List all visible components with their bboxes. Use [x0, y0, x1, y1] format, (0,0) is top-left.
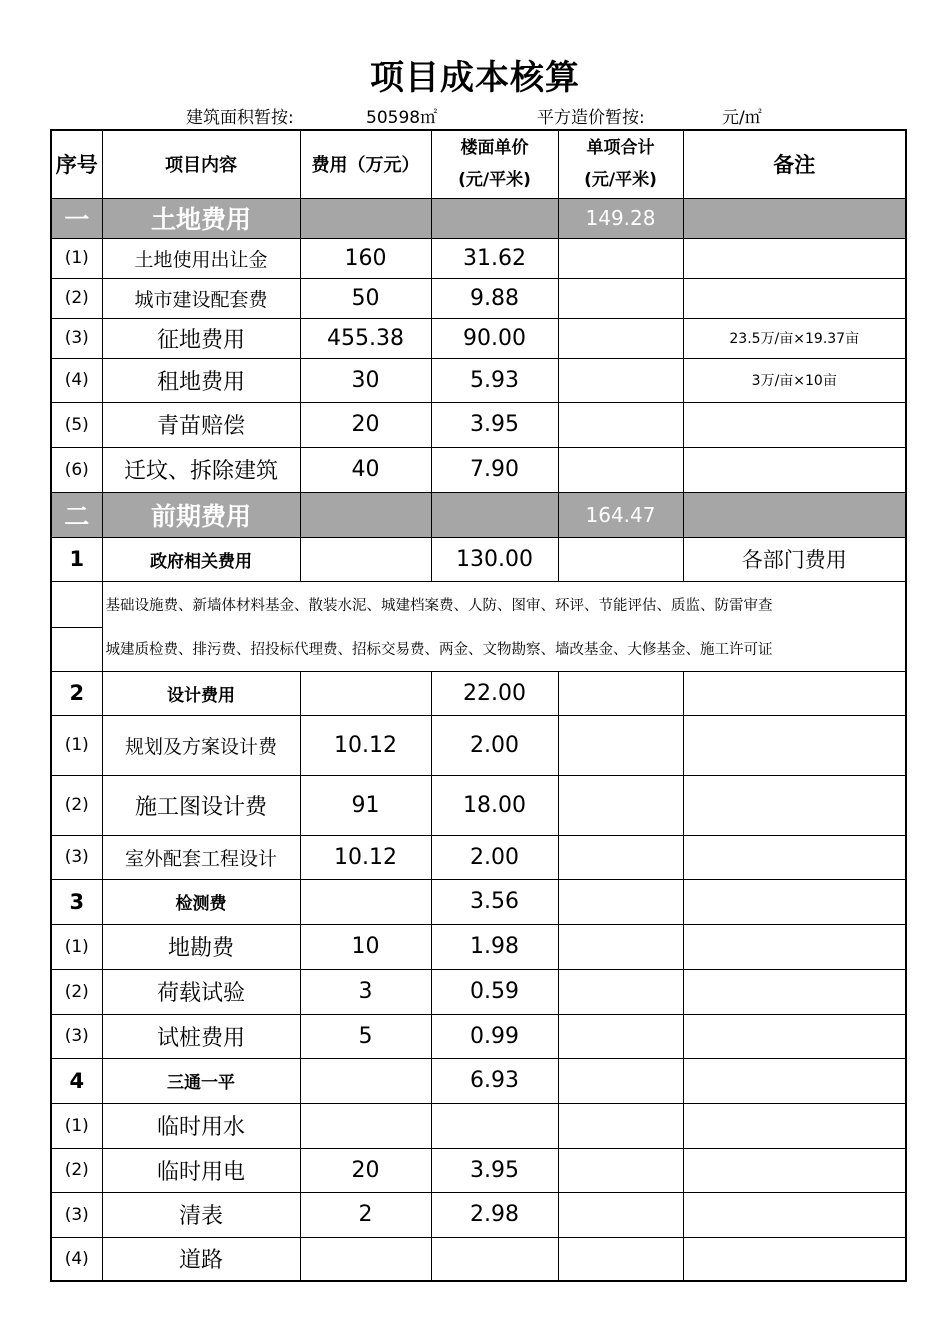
group-name: 设计费用 — [102, 671, 300, 715]
row-name: 土地使用出让金 — [102, 238, 300, 278]
cost-table — [50, 129, 907, 1282]
row-unit-price: 9.88 — [431, 278, 558, 318]
group-number: 2 — [51, 671, 102, 715]
note-row — [51, 627, 906, 671]
row-cost: 40 — [300, 447, 431, 492]
row-index: (3) — [51, 318, 102, 358]
note-text: 基础设施费、新墙体材料基金、散装水泥、城建档案费、人防、图审、环评、节能评估、质监、防雷审查 — [102, 581, 906, 627]
price-label: 平方造价暂按: — [537, 108, 645, 128]
table-header — [51, 130, 906, 198]
section-number: 一 — [51, 198, 102, 238]
table-row — [51, 835, 906, 879]
header-unit-price — [431, 130, 558, 198]
row-name: 规划及方案设计费 — [102, 715, 300, 775]
note-text: 城建质检费、排污费、招投标代理费、招标交易费、两金、文物勘察、墙改基金、大修基金、施工许可证 — [102, 627, 906, 671]
row-cost: 10 — [300, 924, 431, 969]
group-row — [51, 537, 906, 581]
table-row — [51, 1148, 906, 1192]
row-name: 征地费用 — [102, 318, 300, 358]
row-name: 地勘费 — [102, 924, 300, 969]
row-index: (1) — [51, 1103, 102, 1148]
section-name: 前期费用 — [102, 492, 300, 537]
row-unit-price: 3.95 — [431, 402, 558, 447]
table-row — [51, 715, 906, 775]
section-row — [51, 492, 906, 537]
row-index: (4) — [51, 1237, 102, 1281]
row-index: (2) — [51, 775, 102, 835]
table-row — [51, 924, 906, 969]
row-cost: 50 — [300, 278, 431, 318]
row-unit-price: 2.98 — [431, 1192, 558, 1237]
row-name: 迁坟、拆除建筑 — [102, 447, 300, 492]
row-index: (3) — [51, 835, 102, 879]
row-index: (1) — [51, 238, 102, 278]
row-index: (2) — [51, 1148, 102, 1192]
table-row — [51, 1237, 906, 1281]
row-unit-price: 0.99 — [431, 1014, 558, 1058]
row-cost: 20 — [300, 1148, 431, 1192]
price-unit: 元/㎡ — [722, 108, 762, 128]
group-row — [51, 879, 906, 924]
row-unit-price — [431, 1103, 558, 1148]
row-index: (2) — [51, 278, 102, 318]
header-remark: 备注 — [683, 130, 906, 198]
table-row — [51, 278, 906, 318]
row-name: 试桩费用 — [102, 1014, 300, 1058]
row-unit-price: 2.00 — [431, 715, 558, 775]
row-index: (4) — [51, 358, 102, 402]
row-remark — [683, 402, 906, 447]
row-index: (5) — [51, 402, 102, 447]
row-index: (3) — [51, 1192, 102, 1237]
table-row — [51, 969, 906, 1014]
header-subtotal-line1: 单项合计 — [586, 138, 655, 159]
header-subtotal-line2: (元/平米) — [584, 170, 657, 191]
row-unit-price: 2.00 — [431, 835, 558, 879]
row-cost: 455.38 — [300, 318, 431, 358]
row-unit-price: 90.00 — [431, 318, 558, 358]
row-unit-price: 18.00 — [431, 775, 558, 835]
row-index: (1) — [51, 924, 102, 969]
table-row — [51, 238, 906, 278]
row-remark: 23.5万/亩×19.37亩 — [683, 318, 906, 358]
row-unit-price — [431, 1237, 558, 1281]
group-number: 1 — [51, 537, 102, 581]
section-row — [51, 198, 906, 238]
row-cost: 2 — [300, 1192, 431, 1237]
row-name: 临时用电 — [102, 1148, 300, 1192]
row-cost: 20 — [300, 402, 431, 447]
row-unit-price: 31.62 — [431, 238, 558, 278]
table-row — [51, 447, 906, 492]
row-name: 临时用水 — [102, 1103, 300, 1148]
header-cost: 费用（万元） — [300, 130, 431, 198]
table-row — [51, 775, 906, 835]
group-name: 三通一平 — [102, 1058, 300, 1103]
row-cost: 10.12 — [300, 835, 431, 879]
table-row — [51, 1103, 906, 1148]
row-index: (1) — [51, 715, 102, 775]
section-name: 土地费用 — [102, 198, 300, 238]
page-title: 项目成本核算 — [370, 58, 580, 98]
table-row — [51, 1014, 906, 1058]
row-unit-price: 1.98 — [431, 924, 558, 969]
row-name: 荷载试验 — [102, 969, 300, 1014]
row-name: 室外配套工程设计 — [102, 835, 300, 879]
row-name: 青苗赔偿 — [102, 402, 300, 447]
row-index: (3) — [51, 1014, 102, 1058]
group-unit-price: 22.00 — [431, 671, 558, 715]
section-total: 164.47 — [558, 492, 683, 537]
group-number: 3 — [51, 879, 102, 924]
row-cost: 30 — [300, 358, 431, 402]
table-row — [51, 1192, 906, 1237]
row-remark: 3万/亩×10亩 — [683, 358, 906, 402]
row-cost — [300, 1103, 431, 1148]
row-cost: 91 — [300, 775, 431, 835]
section-total: 149.28 — [558, 198, 683, 238]
row-cost: 160 — [300, 238, 431, 278]
row-remark — [683, 447, 906, 492]
row-index: (6) — [51, 447, 102, 492]
summary-line — [0, 103, 950, 127]
header-seq: 序号 — [51, 130, 102, 198]
area-label: 建筑面积暂按: — [186, 108, 294, 128]
row-name: 租地费用 — [102, 358, 300, 402]
table-row — [51, 358, 906, 402]
table-row — [51, 402, 906, 447]
row-unit-price: 5.93 — [431, 358, 558, 402]
row-remark — [683, 238, 906, 278]
row-index: (2) — [51, 969, 102, 1014]
group-remark: 各部门费用 — [683, 537, 906, 581]
note-row — [51, 581, 906, 627]
row-unit-price: 7.90 — [431, 447, 558, 492]
group-row — [51, 671, 906, 715]
table-row — [51, 318, 906, 358]
row-remark — [683, 278, 906, 318]
row-name: 清表 — [102, 1192, 300, 1237]
section-number: 二 — [51, 492, 102, 537]
group-name: 政府相关费用 — [102, 537, 300, 581]
group-unit-price: 3.56 — [431, 879, 558, 924]
row-unit-price: 0.59 — [431, 969, 558, 1014]
group-row — [51, 1058, 906, 1103]
row-cost: 10.12 — [300, 715, 431, 775]
row-cost — [300, 1237, 431, 1281]
row-cost: 3 — [300, 969, 431, 1014]
group-unit-price: 6.93 — [431, 1058, 558, 1103]
group-name: 检测费 — [102, 879, 300, 924]
header-content: 项目内容 — [102, 130, 300, 198]
row-name: 城市建设配套费 — [102, 278, 300, 318]
group-unit-price: 130.00 — [431, 537, 558, 581]
area-value: 50598㎡ — [366, 108, 438, 128]
header-unit-price-line2: (元/平米) — [458, 170, 531, 191]
header-subtotal — [558, 130, 683, 198]
group-number: 4 — [51, 1058, 102, 1103]
row-name: 道路 — [102, 1237, 300, 1281]
row-name: 施工图设计费 — [102, 775, 300, 835]
row-cost: 5 — [300, 1014, 431, 1058]
header-unit-price-line1: 楼面单价 — [460, 138, 529, 159]
row-unit-price: 3.95 — [431, 1148, 558, 1192]
